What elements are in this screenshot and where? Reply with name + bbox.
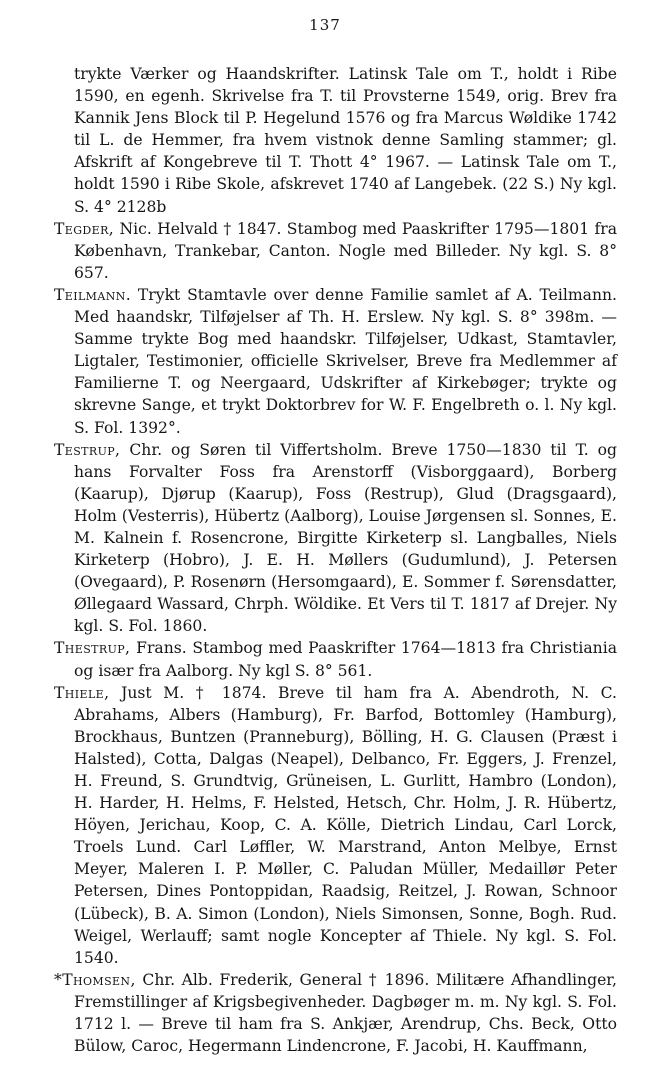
entry-text: Just M. † 1874. Breve til ham fra A. Abendroth, N. C. Abrahams, Albers (Hamburg), Fr. Barfod, Bottomley (Hamburg), Brockhaus, Buntzen (Pranneburg), Bölling, H. G. Clausen (Præst i Halsted), Cotta, Dalgas (Neapel), Delbanco, Fr. Eggers, J. Frenzel, H. Freund, S. Grundtvig, Grüneisen, L. Gurlitt, Hambro (London), H. Harder, H. Helms, F. Helsted, Hetsch, Chr. Holm, J. R. Hübertz, Höyen, Jerichau, Koop, C. A. Kölle, Dietrich Lindau, Carl Lorck, Troels Lund. Carl Løffler, W. Marstrand, Anton Melbye, Ernst Meyer, Maleren I. P. Møller, C. Paludan Müller, Medaillør Peter Petersen, Dines Pontoppidan, Raadsig, Reitzel, J. Rowan, Schnoor (Lübeck), B. A. Simon (London), Niels Simonsen, Sonne, Bogh. Rud. Weigel, Werlauff; samt nogle Koncepter af Thiele. Ny kgl. S. Fol. 1540. xyxy=(74,683,618,967)
register-entry xyxy=(54,682,617,969)
entry-text: Frans. Stambog med Paaskrifter 1764—1813 fra Christiania og især fra Aalborg. Ny kgl S. 8° 561. xyxy=(74,639,617,680)
entry-name: Tegder, xyxy=(54,219,115,238)
page-number: 137 xyxy=(309,16,341,34)
entry-text: Nic. Helvald † 1847. Stambog med Paaskrifter 1795—1801 fra København, Trankebar, Canton. Nogle med Billeder. Ny kgl. S. 8° 657. xyxy=(74,219,617,282)
entry-name: Teilmann. xyxy=(54,285,132,304)
entry-name: Thiele, xyxy=(54,683,110,702)
entry-text: Chr. Alb. Frederik, General † 1896. Militære Afhandlinger, Fremstillinger af Krigsbegivenheder. Dagbøger m. m. Ny kgl. S. Fol. 1712 l. — Breve til ham fra S. Ankjær, Arendrup, Chs. Beck, Otto Bülow, Caroc, Hegermann Lindencrone, F. Jacobi, H. Kauffmann, xyxy=(74,970,617,1056)
register-entry xyxy=(54,284,617,439)
register-entry xyxy=(54,969,617,1057)
register-entry xyxy=(54,439,617,638)
register-entry xyxy=(54,63,617,218)
entry-text: trykte Værker og Haandskrifter. Latinsk Tale om T., holdt i Ribe 1590, en egenh. Skrivelse fra T. til Provsterne 1549, orig. Brev fra Kannik Jens Block til P. Hegelund 1576 og fra Marcus Wøldike 1742 til L. de Hemmer, fra hvem vistnok denne Samling stammer; gl. Afskrift af Kongebreve til T. Thott 4° 1967. — Latinsk Tale om T., holdt 1590 i Ribe Skole, afskrevet 1740 af Langebek. (22 S.) Ny kgl. S. 4° 2128b xyxy=(74,65,617,216)
register-entries xyxy=(54,63,617,1057)
register-entry xyxy=(54,218,617,284)
entry-text: Chr. og Søren til Viffertsholm. Breve 1750—1830 til T. og hans Forvalter Foss fra Arenstorff (Visborggaard), Borberg (Kaarup), Djørup (Kaarup), Foss (Restrup), Glud (Dragsgaard), Holm (Vesterris), Hübertz (Aalborg), Louise Jørgensen sl. Sonnes, E. M. Kalnein f. Rosencrone, Birgitte Kirketerp sl. Langballes, Niels Kirketerp (Hobro), J. E. H. Møllers (Gudumlund), J. Petersen (Ovegaard), P. Rosenørn (Hersomgaard), E. Sommer f. Sørensdatter, Øllegaard Wassard, Chrph. Wöldike. Et Vers til T. 1817 af Drejer. Ny kgl. S. Fol. 1860. xyxy=(74,440,617,636)
entry-text: Trykt Stamtavle over denne Familie samlet af A. Teilmann. Med haandskr, Tilføjelser af Th. H. Erslew. Ny kgl. S. 8° 398m. — Samme trykte Bog med haandskr. Tilføjelser, Udkast, Stamtavler, Ligtaler, Testimonier, officielle Skrivelser, Breve fra Medlemmer af Familierne T. og Neergaard, Udskrifter af Kirkebøger; trykte og skrevne Sange, et trykt Doktorbrev for W. F. Engelbreth o. l. Ny kgl. S. Fol. 1392°. xyxy=(74,285,617,437)
entry-name: *Thomsen, xyxy=(54,970,136,989)
entry-name: Thestrup, xyxy=(54,639,131,658)
register-entry xyxy=(54,637,617,681)
entry-name: Testrup, xyxy=(54,440,121,459)
